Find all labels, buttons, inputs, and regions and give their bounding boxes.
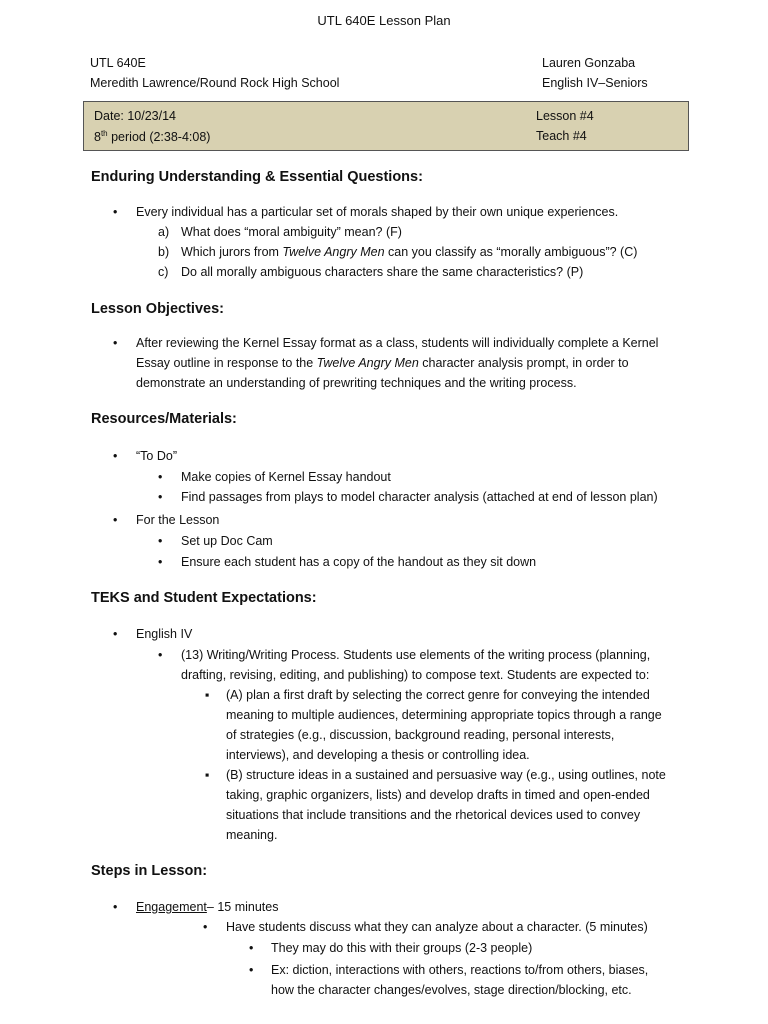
lesson-number: Lesson #4 xyxy=(536,109,594,123)
bullet-icon: • xyxy=(158,470,163,484)
teks-a-line-1: (A) plan a first draft by selecting the correct genre for conveying the intended xyxy=(226,688,650,702)
bullet-icon: • xyxy=(113,513,118,527)
square-bullet-icon: ▪ xyxy=(205,768,210,782)
bullet-icon: • xyxy=(203,920,208,934)
lesson-item: Ensure each student has a copy of the handout as they sit down xyxy=(181,555,537,569)
lesson-info-box xyxy=(83,101,689,151)
author-name: Lauren Gonzaba xyxy=(542,56,636,70)
bullet-icon: • xyxy=(113,336,118,350)
question-b: Which jurors from Twelve Angry Men can you classify as “morally ambiguous”? (C) xyxy=(181,245,638,259)
lesson-date: Date: 10/23/14 xyxy=(94,109,177,123)
enduring-statement: Every individual has a particular set of morals shaped by their own unique experiences. xyxy=(136,205,619,219)
step-1: Have students discuss what they can analyze about a character. (5 minutes) xyxy=(226,920,648,934)
header-row-1 xyxy=(90,56,690,70)
objective-line-1: After reviewing the Kernel Essay format as a class, students will individually complete a Kernel xyxy=(136,336,659,350)
question-a: What does “moral ambiguity” mean? (F) xyxy=(181,225,402,239)
resources-heading: Resources/Materials: xyxy=(91,411,237,427)
bullet-icon: • xyxy=(249,941,254,955)
teks-b-line-2: taking, graphic organizers, lists) and develop drafts in timed and open-ended xyxy=(226,788,650,802)
teks-a-line-3: of strategies (e.g., discussion, background reading, personal interests, xyxy=(226,728,615,742)
objective-line-2: Essay outline in response to the Twelve Angry Men character analysis prompt, in order to xyxy=(136,356,629,370)
objectives-heading: Lesson Objectives: xyxy=(91,301,224,317)
question-b-label: b) xyxy=(158,245,170,259)
bullet-icon: • xyxy=(113,205,118,219)
todo-item: Make copies of Kernel Essay handout xyxy=(181,470,391,484)
teks-13-line-2: drafting, revising, editing, and publishing) to compose text. Students are expected to: xyxy=(181,668,650,682)
bullet-icon: • xyxy=(158,648,163,662)
objective-line-3: demonstrate an understanding of prewriting techniques and the writing process. xyxy=(136,376,577,390)
bullet-icon: • xyxy=(113,900,118,914)
square-bullet-icon: ▪ xyxy=(205,688,210,702)
teks-b-line-4: meaning. xyxy=(226,828,278,842)
step-1-detail-b-line-2: how the character changes/evolves, stage direction/blocking, etc. xyxy=(271,983,632,997)
lesson-period: 8th period (2:38-4:08) xyxy=(94,129,211,145)
teks-heading: TEKS and Student Expectations: xyxy=(91,590,317,606)
teks-a-line-4: interviews), and developing a thesis or controlling idea. xyxy=(226,748,530,762)
question-c-label: c) xyxy=(158,265,169,279)
teacher-school: Meredith Lawrence/Round Rock High School xyxy=(90,76,340,90)
teks-a-line-2: meaning to multiple audiences, determining appropriate topics through a range xyxy=(226,708,662,722)
bullet-icon: • xyxy=(158,490,163,504)
document-title: UTL 640E Lesson Plan xyxy=(317,13,451,28)
bullet-icon: • xyxy=(158,534,163,548)
step-1-detail-a: They may do this with their groups (2-3 people) xyxy=(271,941,533,955)
teks-b-line-1: (B) structure ideas in a sustained and persuasive way (e.g., using outlines, note xyxy=(226,768,666,782)
step-1-detail-b-line-1: Ex: diction, interactions with others, reactions to/from others, biases, xyxy=(271,963,649,977)
header-row-2 xyxy=(90,76,690,90)
todo-label: “To Do” xyxy=(136,449,177,463)
teks-course: English IV xyxy=(136,627,193,641)
course-code: UTL 640E xyxy=(90,56,146,70)
bullet-icon: • xyxy=(158,555,163,569)
teach-number: Teach #4 xyxy=(536,129,587,143)
engagement-line: Engagement– 15 minutes xyxy=(136,900,279,914)
lesson-item: Set up Doc Cam xyxy=(181,534,273,548)
steps-heading: Steps in Lesson: xyxy=(91,863,208,879)
bullet-icon: • xyxy=(113,449,118,463)
bullet-icon: • xyxy=(113,627,118,641)
bullet-icon: • xyxy=(249,963,254,977)
class-name: English IV–Seniors xyxy=(542,76,648,90)
question-c: Do all morally ambiguous characters share the same characteristics? (P) xyxy=(181,265,584,279)
for-lesson-label: For the Lesson xyxy=(136,513,220,527)
todo-item: Find passages from plays to model character analysis (attached at end of lesson plan) xyxy=(181,490,658,504)
enduring-heading: Enduring Understanding & Essential Questions: xyxy=(91,169,423,185)
teks-b-line-3: situations that include transitions and the rhetorical devices used to convey xyxy=(226,808,641,822)
teks-13-line-1: (13) Writing/Writing Process. Students use elements of the writing process (planning, xyxy=(181,648,651,662)
question-a-label: a) xyxy=(158,225,170,239)
